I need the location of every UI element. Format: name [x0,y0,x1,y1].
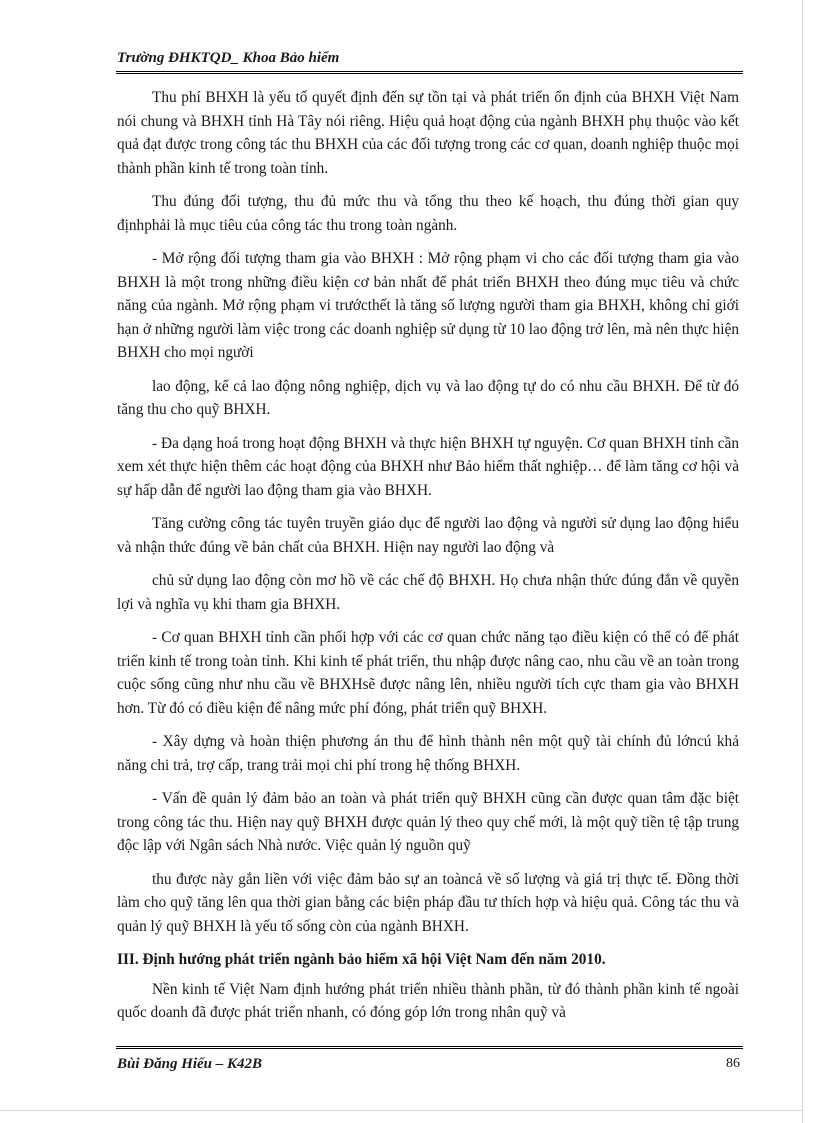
paragraph: - Mở rộng đối tượng tham gia vào BHXH : Mở rộng phạm vi cho các đối tượng tham gia vào BHXH là một trong những điều kiện cơ bản nhất để phát triển BHXH theo đúng mục tiêu và chức năng của ngành. Mở rộng phạm vi trướcthết là tăng số lượng người tham gia BHXH, không chỉ giới hạn ở những người làm việc trong các doanh nghiệp sử dụng từ 10 lao động trở lên, mà nên thực hiện BHXH cho mọi người [117,250,739,361]
paragraph: - Vấn đề quản lý đảm bảo an toàn và phát triển quỹ BHXH cũng cần được quan tâm đặc biệt trong công tác thu. Hiện nay quỹ BHXH được quản lý theo quy chế mới, là một quỹ tiền tệ tập trung độc lập với Ngân sách Nhà nước. Việc quản lý nguồn quỹ [117,790,739,854]
paragraph: thu được này gắn liền với việc đảm bảo sự an toàncả về số lượng và giá trị thực tế. Đồng thời làm cho quỹ tăng lên qua thời gian bằng các biện pháp đầu tư thích hợp và hiệu quả. Công tác thu và quản lý quỹ BHXH là yếu tố sống còn của ngành BHXH. [117,870,739,935]
header-title: Trường ĐHKTQD_ Khoa Bảo hiểm [117,50,340,66]
paragraph: Nền kinh tế Việt Nam định hướng phát triển nhiều thành phần, từ đó thành phần kinh tế ngoài quốc doanh đã được phát triển nhanh, có đóng góp lớn trong nhân quỹ và [117,980,739,1021]
header-rule [116,71,743,74]
page-number: 86 [726,1056,740,1071]
paragraph: - Cơ quan BHXH tỉnh cần phối hợp với các cơ quan chức năng tạo điều kiện có thể có để phát triển kinh tế trong toàn tỉnh. Khi kinh tế phát triển, thu nhập được nâng cao, nhu cầu về an toàn trong cuộc sống cũng như nhu cầu về BHXHsẽ được nâng lên, nhiều người tích cực tham gia vào BHXH hơn. Từ đó có điều kiện để nâng mức phí đóng, phát triển quỹ BHXH. [117,629,739,717]
page-edge-right [802,0,803,1123]
footer-rule [116,1046,743,1049]
body-text [117,86,739,1035]
paragraph: lao động, kể cả lao động nông nghiệp, dịch vụ và lao động tự do có nhu cầu BHXH. Để từ đó tăng thu cho quỹ BHXH. [117,377,739,418]
paragraph: - Xây dựng và hoàn thiện phương án thu để hình thành nên một quỹ tài chính đủ lớncú khả năng chi trả, trợ cấp, trang trải mọi chi phí trong hệ thống BHXH. [117,733,739,774]
paragraph: Tăng cường công tác tuyên truyền giáo dục để người lao động và người sử dụng lao động hiểu và nhận thức đúng về bản chất của BHXH. Hiện nay người lao động và [117,515,739,556]
page-edge-bottom [0,1110,803,1111]
section-heading: III. Định hướng phát triển ngành bảo hiểm xã hội Việt Nam đến năm 2010. [117,951,606,968]
paragraph: Thu phí BHXH là yếu tố quyết định đến sự tồn tại và phát triển ổn định của BHXH Việt Nam nói chung và BHXH tỉnh Hà Tây nói riêng. Hiệu quả hoạt động của ngành BHXH phụ thuộc vào kết quả đạt được trong công tác thu BHXH của các đối tượng trong các cơ quan, doanh nghiệp thuộc mọi thành phần kinh tế trong toàn tỉnh. [117,89,739,177]
paragraph: Thu đúng đối tượng, thu đủ mức thu và tổng thu theo kế hoạch, thu đúng thời gian quy địnhphải là mục tiêu của công tác thu trong toàn ngành. [117,193,739,234]
footer-author: Bùi Đăng Hiếu – K42B [117,1056,263,1072]
paragraph: - Đa dạng hoá trong hoạt động BHXH và thực hiện BHXH tự nguyện. Cơ quan BHXH tỉnh cần xem xét thực hiện thêm các hoạt động của BHXH như Bảo hiểm thất nghiệp… để làm tăng cơ hội và sự hấp dẫn để người lao động tham gia vào BHXH. [117,434,739,499]
paragraph: chủ sử dụng lao động còn mơ hồ về các chế độ BHXH. Họ chưa nhận thức đúng đắn về quyền lợi và nghĩa vụ khi tham gia BHXH. [117,572,739,613]
